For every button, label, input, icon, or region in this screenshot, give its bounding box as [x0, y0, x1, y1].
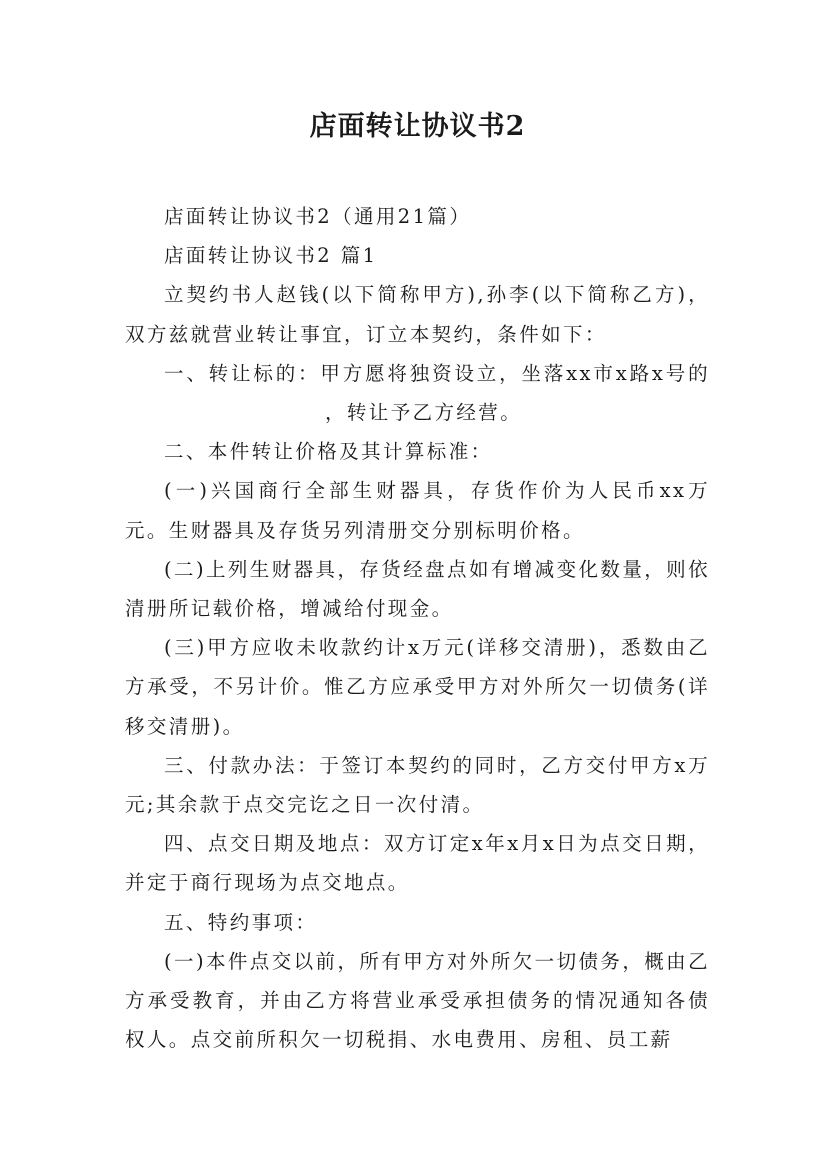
document-body	[125, 197, 710, 1059]
paragraph-section-heading: 店面转让协议书2 篇1	[164, 244, 378, 268]
paragraph-special-heading: 五、特约事项：	[164, 910, 318, 934]
paragraph-payment: 三、付款办法：于签订本契约的同时，乙方交付甲方x万元;其余款于点交完讫之日一次付清。	[125, 753, 710, 817]
paragraph-price-item-3: (三)甲方应收未收款约计x万元(详移交清册)，悉数由乙方承受，不另计价。惟乙方应承受甲方对外所欠一切债务(详移交清册)。	[125, 636, 710, 738]
paragraph-handover: 四、点交日期及地点：双方订定x年x月x日为点交日期，并定于商行现场为点交地点。	[125, 832, 710, 895]
paragraph-subtitle: 店面转让协议书2（通用21篇）	[164, 205, 472, 228]
document-title: 店面转让协议书2	[309, 111, 526, 142]
paragraph-price-item-2: (二)上列生财器具，存货经盘点如有增减变化数量，则依清册所记载价格，增减给付现金。	[125, 557, 710, 621]
paragraph-price-item-1: (一)兴国商行全部生财器具，存货作价为人民币xx万元。生财器具及存货另列清册交分别标明价格。	[125, 479, 710, 542]
transfer-subject-tail: ，转让予乙方经营。	[325, 401, 523, 425]
transfer-subject-text: 一、转让标的：甲方愿将独资设立，坐落xx市x路x号的	[164, 361, 710, 385]
paragraph-special-item-1: (一)本件点交以前，所有甲方对外所欠一切债务，概由乙方承受教育，并由乙方将营业承受承担债务的情况通知各债权人。点交前所积欠一切税捐、水电费用、房租、员工薪	[125, 949, 710, 1052]
paragraph-parties: 立契约书人赵钱(以下简称甲方),孙李(以下简称乙方)，双方兹就营业转让事宜，订立本契约，条件如下：	[125, 283, 710, 346]
paragraph-transfer-subject	[125, 354, 710, 432]
paragraph-price-heading: 二、本件转让价格及其计算标准：	[164, 440, 493, 464]
